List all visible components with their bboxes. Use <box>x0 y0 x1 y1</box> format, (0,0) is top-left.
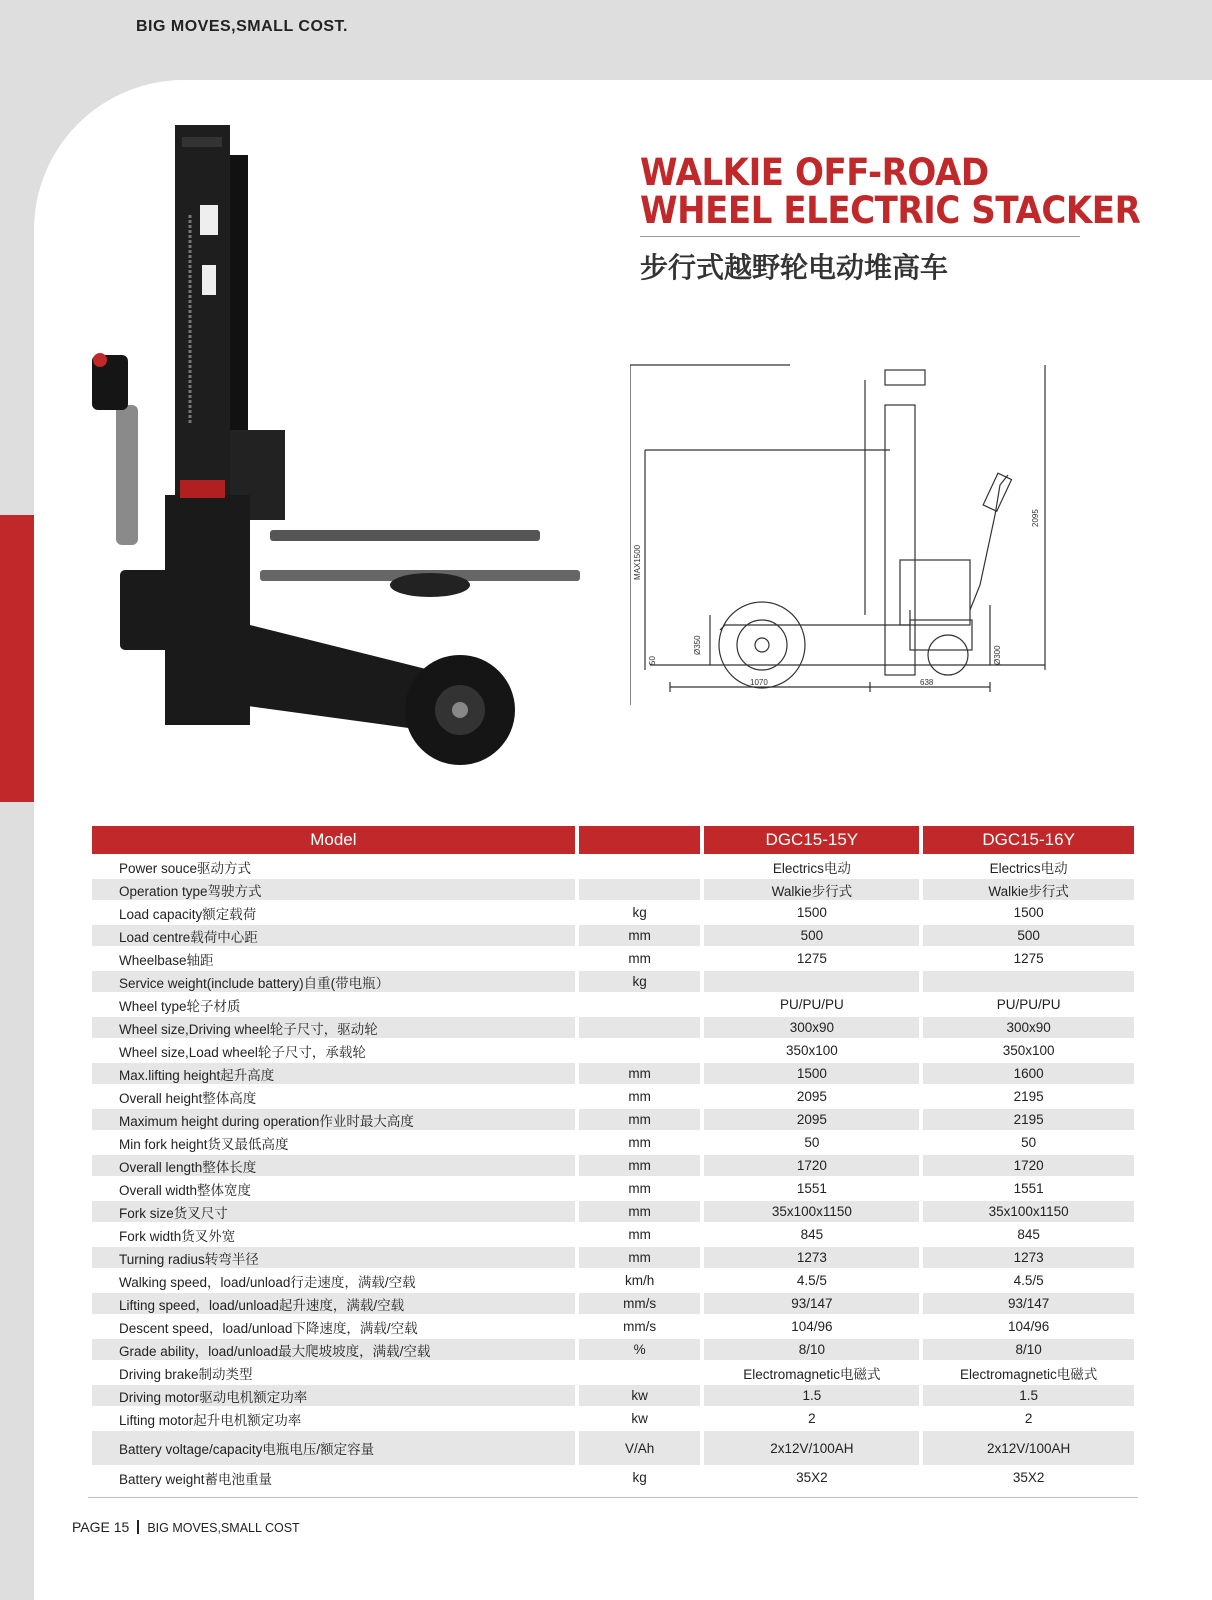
spec-name: Walking speed，load/unload行走速度，满载/空载 <box>119 1274 416 1290</box>
footer <box>72 1519 300 1535</box>
label-fork-height: 50 <box>648 656 657 665</box>
spec-value-model-2: 1720 <box>923 1155 1134 1176</box>
spec-name: Overall width整体宽度 <box>119 1182 252 1198</box>
spec-value-model-2: 35X2 <box>1012 1470 1045 1485</box>
spec-name: Power souce驱动方式 <box>119 860 252 876</box>
header-model: Model <box>92 826 575 854</box>
spec-value-model-2: 4.5/5 <box>1013 1273 1044 1288</box>
spec-value-model-2: Electrics电动 <box>989 860 1068 876</box>
spec-name: Wheelbase轴距 <box>119 952 214 968</box>
spec-value-model-1: 50 <box>804 1135 820 1150</box>
red-side-strip <box>0 515 34 802</box>
spec-name: Wheel type轮子材质 <box>119 998 241 1014</box>
spec-unit: mm <box>628 1181 651 1196</box>
spec-name: Battery voltage/capacity电瓶电压/额定容量 <box>92 1431 575 1465</box>
spec-value-model-1: PU/PU/PU <box>779 997 844 1012</box>
table-row <box>92 1040 1134 1061</box>
spec-name: Turning radius转弯半径 <box>92 1247 575 1268</box>
spec-unit: mm <box>579 1247 701 1268</box>
spec-value-model-1: 35X2 <box>796 1470 828 1485</box>
stacker-product-photo <box>70 115 610 795</box>
title-line-1: WALKIE OFF-ROAD <box>640 151 989 194</box>
spec-value-model-1: 350x100 <box>785 1043 838 1058</box>
spec-value-model-2: 1.5 <box>923 1385 1134 1406</box>
header-unit <box>579 826 701 854</box>
spec-value-model-1: 8/10 <box>704 1339 919 1360</box>
spec-unit: % <box>579 1339 701 1360</box>
table-row <box>92 856 1134 877</box>
table-row <box>92 971 1134 992</box>
table-row <box>92 1247 1134 1268</box>
spec-value-model-2: PU/PU/PU <box>996 997 1061 1012</box>
spec-value-model-2: 35x100x1150 <box>923 1201 1134 1222</box>
table-row <box>92 1362 1134 1383</box>
table-row <box>92 1293 1134 1314</box>
spec-name: Maximum height during operation作业时最大高度 <box>92 1109 575 1130</box>
spec-value-model-1: 1500 <box>796 905 827 920</box>
spec-name: Operation type驾驶方式 <box>92 879 575 900</box>
spec-value-model-2: 93/147 <box>923 1293 1134 1314</box>
spec-value-model-1: 35x100x1150 <box>704 1201 919 1222</box>
spec-unit: mm <box>579 1155 701 1176</box>
table-row <box>92 879 1134 900</box>
spec-name: Wheel size,Driving wheel轮子尺寸，驱动轮 <box>92 1017 575 1038</box>
spec-name: Lifting speed，load/unload起升速度，满载/空载 <box>92 1293 575 1314</box>
table-row <box>92 1155 1134 1176</box>
spec-unit: mm <box>628 1089 651 1104</box>
spec-value-model-1: Electromagnetic电磁式 <box>743 1366 881 1382</box>
page-title <box>640 151 1141 232</box>
spec-value-model-1: 2 <box>808 1411 816 1426</box>
spec-value-model-1: 1720 <box>704 1155 919 1176</box>
spec-value-model-2: 500 <box>923 925 1134 946</box>
spec-value-model-1: 4.5/5 <box>796 1273 827 1288</box>
table-row <box>92 1467 1134 1488</box>
spec-name: Service weight(include battery)自重(带电瓶） <box>92 971 575 992</box>
spec-value-model-2: 350x100 <box>1002 1043 1055 1058</box>
spec-table-body <box>92 856 1134 1488</box>
spec-unit: V/Ah <box>579 1431 701 1465</box>
spec-value-model-2: 1273 <box>923 1247 1134 1268</box>
spec-name: Fork width货叉外宽 <box>119 1228 236 1244</box>
spec-unit: km/h <box>624 1273 655 1288</box>
spec-unit: kg <box>632 905 647 920</box>
spec-value-model-1: Electrics电动 <box>772 860 851 876</box>
header-model-2: DGC15-16Y <box>923 826 1134 854</box>
spec-value-model-2: Electromagnetic电磁式 <box>959 1366 1098 1382</box>
spec-unit: mm <box>628 1227 651 1242</box>
spec-unit <box>579 1040 701 1061</box>
spec-unit: kg <box>579 971 701 992</box>
spec-value-model-1: 300x90 <box>704 1017 919 1038</box>
spec-value-model-2: 50 <box>1021 1135 1037 1150</box>
spec-unit <box>579 1362 701 1383</box>
table-row <box>92 1224 1134 1245</box>
table-row <box>92 1316 1134 1337</box>
spec-unit: mm/s <box>579 1293 701 1314</box>
spec-unit: kw <box>631 1411 648 1426</box>
table-row <box>92 994 1134 1015</box>
table-row <box>92 1431 1134 1465</box>
spec-value-model-1: 1275 <box>796 951 827 966</box>
spec-table-header <box>92 826 1134 854</box>
spec-value-model-1: 2095 <box>796 1089 827 1104</box>
spec-value-model-2: 1600 <box>923 1063 1134 1084</box>
table-row <box>92 1017 1134 1038</box>
table-row <box>92 1109 1134 1130</box>
table-row <box>92 1270 1134 1291</box>
spec-value-model-1: 1.5 <box>704 1385 919 1406</box>
spec-name: Grade ability，load/unload最大爬坡坡度，满载/空载 <box>92 1339 575 1360</box>
spec-unit: mm/s <box>623 1319 657 1334</box>
spec-unit: mm <box>579 1109 701 1130</box>
spec-value-model-1: 104/96 <box>791 1319 833 1334</box>
table-row <box>92 1385 1134 1406</box>
label-load-wheel: Ø350 <box>693 635 702 655</box>
table-row <box>92 1178 1134 1199</box>
spec-unit: mm <box>628 1135 651 1150</box>
title-line-2: WHEEL ELECTRIC STACKER <box>640 189 1141 232</box>
label-overall-height: 2095 <box>1031 509 1040 527</box>
spec-name: Fork size货叉尺寸 <box>92 1201 575 1222</box>
spec-unit: kg <box>632 1470 647 1485</box>
page-number: PAGE 15 <box>72 1519 130 1535</box>
label-wheelbase-left: 1070 <box>750 678 768 687</box>
header-brand: BIG MOVES,SMALL COST. <box>136 18 348 35</box>
spec-name: Battery weight蓄电池重量 <box>119 1471 273 1487</box>
spec-name: Load centre载荷中心距 <box>92 925 575 946</box>
spec-name: Min fork height货叉最低高度 <box>119 1136 289 1152</box>
technical-drawing <box>630 355 1090 725</box>
spec-name: Max.lifting height起升高度 <box>92 1063 575 1084</box>
spec-value-model-2: 300x90 <box>923 1017 1134 1038</box>
spec-value-model-1 <box>704 971 919 992</box>
spec-name: Wheel size,Load wheel轮子尺寸，承载轮 <box>119 1044 366 1060</box>
footer-divider <box>137 1520 139 1534</box>
spec-unit: mm <box>579 1201 701 1222</box>
spec-value-model-2: 2195 <box>1013 1089 1044 1104</box>
footer-brand: BIG MOVES,SMALL COST <box>147 1521 300 1535</box>
table-row <box>92 1086 1134 1107</box>
spec-value-model-2: 8/10 <box>923 1339 1134 1360</box>
spec-value-model-1: 500 <box>704 925 919 946</box>
label-drive-wheel: Ø300 <box>993 645 1002 665</box>
spec-value-model-1: Walkie步行式 <box>704 879 919 900</box>
spec-value-model-2: 1275 <box>1013 951 1044 966</box>
spec-name: Descent speed，load/unload下降速度，满载/空载 <box>119 1320 418 1336</box>
spec-value-model-2: 1500 <box>1013 905 1044 920</box>
table-row <box>92 1063 1134 1084</box>
spec-name: Overall length整体长度 <box>92 1155 575 1176</box>
table-row <box>92 1408 1134 1429</box>
spec-unit: mm <box>579 1063 701 1084</box>
spec-unit <box>579 1017 701 1038</box>
spec-unit: mm <box>579 925 701 946</box>
title-divider <box>640 236 1080 237</box>
spec-value-model-2 <box>923 971 1134 992</box>
table-bottom-rule <box>88 1497 1138 1498</box>
spec-unit <box>579 879 701 900</box>
spec-value-model-2: Walkie步行式 <box>923 879 1134 900</box>
spec-unit <box>579 994 701 1015</box>
spec-name: Overall height整体高度 <box>119 1090 257 1106</box>
spec-value-model-2: 845 <box>1017 1227 1040 1242</box>
table-row <box>92 1132 1134 1153</box>
spec-value-model-1: 1273 <box>704 1247 919 1268</box>
spec-name: Driving brake制动类型 <box>119 1366 253 1382</box>
page-subtitle-chinese: 步行式越野轮电动堆高车 <box>640 251 949 284</box>
spec-value-model-2: 2195 <box>923 1109 1134 1130</box>
table-row <box>92 1201 1134 1222</box>
spec-table <box>88 824 1138 1490</box>
spec-value-model-1: 845 <box>800 1227 824 1242</box>
spec-name: Lifting motor起升电机额定功率 <box>119 1412 302 1428</box>
table-row <box>92 902 1134 923</box>
spec-value-model-1: 93/147 <box>704 1293 919 1314</box>
spec-value-model-2: 2x12V/100AH <box>923 1431 1134 1465</box>
spec-unit: kw <box>579 1385 701 1406</box>
label-max-height: MAX1500 <box>633 544 642 580</box>
label-wheelbase-right: 638 <box>920 678 934 687</box>
spec-unit: mm <box>628 951 651 966</box>
spec-value-model-2: 1551 <box>1013 1181 1044 1196</box>
spec-value-model-1: 2x12V/100AH <box>704 1431 919 1465</box>
spec-value-model-2: 2 <box>1024 1411 1033 1426</box>
table-row <box>92 1339 1134 1360</box>
spec-name: Load capacity额定载荷 <box>119 906 257 922</box>
spec-value-model-1: 2095 <box>704 1109 919 1130</box>
spec-value-model-1: 1500 <box>704 1063 919 1084</box>
spec-name: Driving motor驱动电机额定功率 <box>92 1385 575 1406</box>
spec-value-model-2: 104/96 <box>1007 1319 1050 1334</box>
table-row <box>92 925 1134 946</box>
spec-value-model-1: 1551 <box>796 1181 827 1196</box>
table-row <box>92 948 1134 969</box>
spec-unit <box>579 856 701 877</box>
header-model-1: DGC15-15Y <box>704 826 919 854</box>
